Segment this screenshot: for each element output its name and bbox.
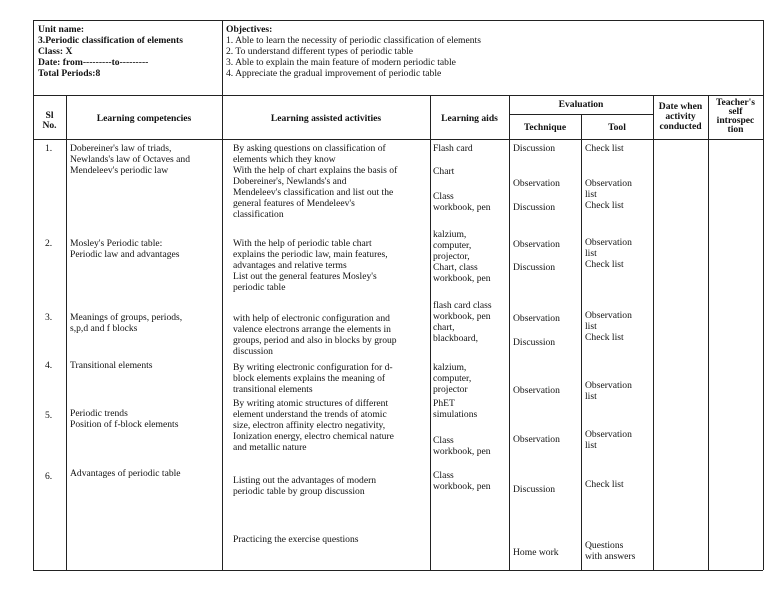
activity-bullet: [225, 271, 232, 282]
objective-item: 4. Appreciate the gradual improvement of periodic table: [226, 68, 442, 79]
date-label: Date: from---------to---------: [38, 57, 149, 68]
activity-bullet: [225, 398, 232, 409]
row-1-tool: Check list: [585, 200, 624, 211]
row-6-tool: with answers: [585, 551, 636, 562]
row-3-aid: blackboard,: [433, 333, 479, 344]
col-header-teacher: tion: [727, 124, 744, 135]
row-5-activity: element understand the trends of atomic: [233, 409, 387, 420]
row-6-tool: Questions: [585, 540, 624, 551]
table-border-right: [763, 20, 764, 570]
row-1-competency: Newlands's law of Octaves and: [70, 154, 191, 165]
row-3-activity: valence electrons arrange the elements in: [233, 324, 391, 335]
row-5-competency: Periodic trends: [70, 408, 128, 419]
row-1-tool: Observation: [585, 178, 632, 189]
col-header-no: No.: [42, 120, 57, 131]
row-4-activity: transitional elements: [233, 384, 313, 395]
col-header-technique: Technique: [523, 122, 567, 133]
row-5-tool: list: [585, 440, 597, 451]
row-4-activity: By writing electronic configuration for d-: [233, 362, 393, 373]
row-2-tool: list: [585, 248, 597, 259]
table-border-top: [33, 20, 763, 21]
row-1-competency: Dobereiner's law of triads,: [70, 143, 172, 154]
activity-bullet: [225, 362, 232, 373]
table-border-left: [33, 20, 34, 570]
row-6-activity: Listing out the advantages of modern: [233, 475, 377, 486]
col-header-teacher: self: [728, 106, 743, 117]
row-3-activity: with help of electronic configuration and: [233, 313, 390, 324]
row-3-aid: chart,: [433, 322, 455, 333]
row-1-aid: Flash card: [433, 143, 473, 154]
col-header-date-when: Date when: [658, 101, 703, 112]
col-header-activities: Learning assisted activities: [270, 113, 382, 124]
row-2-tool: Check list: [585, 259, 624, 270]
col-competencies-divider: [222, 95, 223, 570]
col-header-aids: Learning aids: [441, 113, 498, 124]
unit-name: 3.Periodic classification of elements: [38, 35, 183, 46]
row-1-technique: Discussion: [513, 202, 556, 213]
total-periods: Total Periods:8: [38, 68, 101, 79]
col-tool-divider: [653, 95, 654, 570]
row-2-tool: Observation: [585, 237, 632, 248]
row-5-sl: 5.: [45, 410, 53, 421]
row-4-tool: list: [585, 391, 597, 402]
row-2-technique: Observation: [513, 239, 560, 250]
row-5-aid: PhET: [433, 398, 455, 409]
row-1-activity: classification: [233, 209, 284, 220]
row-1-tool: list: [585, 189, 597, 200]
activity-bullet: [225, 143, 232, 154]
col-header-teacher: introspec: [716, 115, 755, 126]
table-border-bottom: [33, 570, 763, 571]
row-3-aid: flash card class: [433, 300, 492, 311]
objectives-label: Objectives:: [226, 24, 273, 35]
row-1-technique: Discussion: [513, 143, 556, 154]
row-4-tool: Observation: [585, 380, 632, 391]
row-6-activity: Practicing the exercise questions: [233, 534, 359, 545]
row-4-technique: Observation: [513, 385, 560, 396]
row-5-technique: Observation: [513, 434, 560, 445]
row-3-technique: Discussion: [513, 337, 556, 348]
row-3-activity: discussion: [233, 346, 273, 357]
row-4-aid: kalzium,: [433, 362, 467, 373]
row-5-activity: size, electron affinity electro negativity,: [233, 420, 386, 431]
row-2-aid: kalzium,: [433, 229, 467, 240]
row-2-competency: Periodic law and advantages: [70, 249, 180, 260]
row-3-aid: workbook, pen: [433, 311, 491, 322]
row-1-aid: Class: [433, 191, 454, 202]
row-4-aid: computer,: [433, 373, 472, 384]
col-sl-divider: [66, 95, 67, 570]
row-1-activity: Mendeleev's classification and list out the: [233, 187, 394, 198]
col-header-tool: Tool: [608, 122, 626, 133]
objective-item: 2. To understand different types of periodic table: [226, 46, 414, 57]
row-2-activity: explains the periodic law, main features,: [233, 249, 388, 260]
row-2-activity: periodic table: [233, 282, 286, 293]
row-6-activity: periodic table by group discussion: [233, 486, 365, 497]
row-4-activity: block elements explains the meaning of: [233, 373, 386, 384]
row-2-aid: Chart, class: [433, 262, 478, 273]
activity-bullet: [225, 165, 232, 176]
row-1-aid: Chart: [433, 166, 455, 177]
row-6-competency: Advantages of periodic table: [70, 468, 181, 479]
row-2-activity: advantages and relative terms: [233, 260, 347, 271]
objective-item: 3. Able to explain the main feature of modern periodic table: [226, 57, 456, 68]
row-3-sl: 3.: [45, 312, 53, 323]
col-technique-divider: [581, 114, 582, 570]
activity-bullet: [225, 313, 232, 324]
row-4-aid: projector: [433, 384, 468, 395]
row-6-tool: Check list: [585, 479, 624, 490]
row-1-activity: With the help of chart explains the basis of: [233, 165, 398, 176]
unit-objectives-divider: [222, 20, 223, 95]
row-1-tool: Check list: [585, 143, 624, 154]
col-date-divider: [708, 95, 709, 570]
col-header-date-when: activity: [665, 111, 696, 122]
row-1-aid: workbook, pen: [433, 202, 491, 213]
row-6-technique: Home work: [513, 547, 559, 558]
row-1-sl: 1.: [45, 143, 53, 154]
row-3-technique: Observation: [513, 313, 560, 324]
row-2-aid: computer,: [433, 240, 472, 251]
row-3-competency: Meanings of groups, periods,: [70, 312, 183, 323]
row-6-sl: 6.: [45, 471, 53, 482]
row-1-competency: Mendeleev's periodic law: [70, 165, 169, 176]
row-3-competency: s,p,d and f blocks: [70, 323, 138, 334]
row-2-activity: List out the general features Mosley's: [233, 271, 377, 282]
row-3-tool: Observation: [585, 310, 632, 321]
row-1-activity: elements which they know: [233, 154, 336, 165]
activity-bullet: [225, 534, 232, 545]
row-5-aid: simulations: [433, 409, 478, 420]
row-1-technique: Observation: [513, 178, 560, 189]
col-aids-divider: [509, 95, 510, 570]
row-5-activity: and metallic nature: [233, 442, 307, 453]
row-6-technique: Discussion: [513, 484, 556, 495]
row-5-aid: Class: [433, 435, 454, 446]
objective-item: 1. Able to learn the necessity of periodic classification of elements: [226, 35, 481, 46]
row-2-sl: 2.: [45, 238, 53, 249]
row-3-tool: list: [585, 321, 597, 332]
col-header-competencies: Learning competencies: [96, 113, 192, 124]
row-5-aid: workbook, pen: [433, 446, 491, 457]
row-1-activity: Dobereiner's, Newlands's and: [233, 176, 347, 187]
row-4-competency: Transitional elements: [70, 360, 153, 371]
unit-name-label: Unit name:: [38, 24, 85, 35]
col-header-evaluation: Evaluation: [558, 99, 604, 110]
col-header-teacher: Teacher's: [715, 97, 756, 108]
row-5-activity: Ionization energy, electro chemical nature: [233, 431, 394, 442]
activity-bullet: [225, 475, 232, 486]
row-2-aid: workbook, pen: [433, 273, 491, 284]
row-4-sl: 4.: [45, 360, 53, 371]
row-5-activity: By writing atomic structures of different: [233, 398, 389, 409]
row-1-activity: By asking questions on classification of: [233, 143, 386, 154]
col-header-sl: Sl: [45, 110, 54, 121]
row-2-activity: With the help of periodic table chart: [233, 238, 372, 249]
row-2-competency: Mosley's Periodic table:: [70, 238, 163, 249]
row-2-aid: projector,: [433, 251, 470, 262]
row-5-tool: Observation: [585, 429, 632, 440]
row-3-tool: Check list: [585, 332, 624, 343]
activity-bullet: [225, 238, 232, 249]
class-label: Class: X: [38, 46, 73, 57]
row-2-technique: Discussion: [513, 262, 556, 273]
col-activities-divider: [430, 95, 431, 570]
col-header-date-when: conducted: [659, 121, 702, 132]
row-1-activity: general features of Mendeleev's: [233, 198, 355, 209]
row-6-aid: Class: [433, 470, 454, 481]
row-3-activity: groups, period and also in blocks by group: [233, 335, 397, 346]
row-5-competency: Position of f-block elements: [70, 419, 179, 430]
row-6-aid: workbook, pen: [433, 481, 491, 492]
